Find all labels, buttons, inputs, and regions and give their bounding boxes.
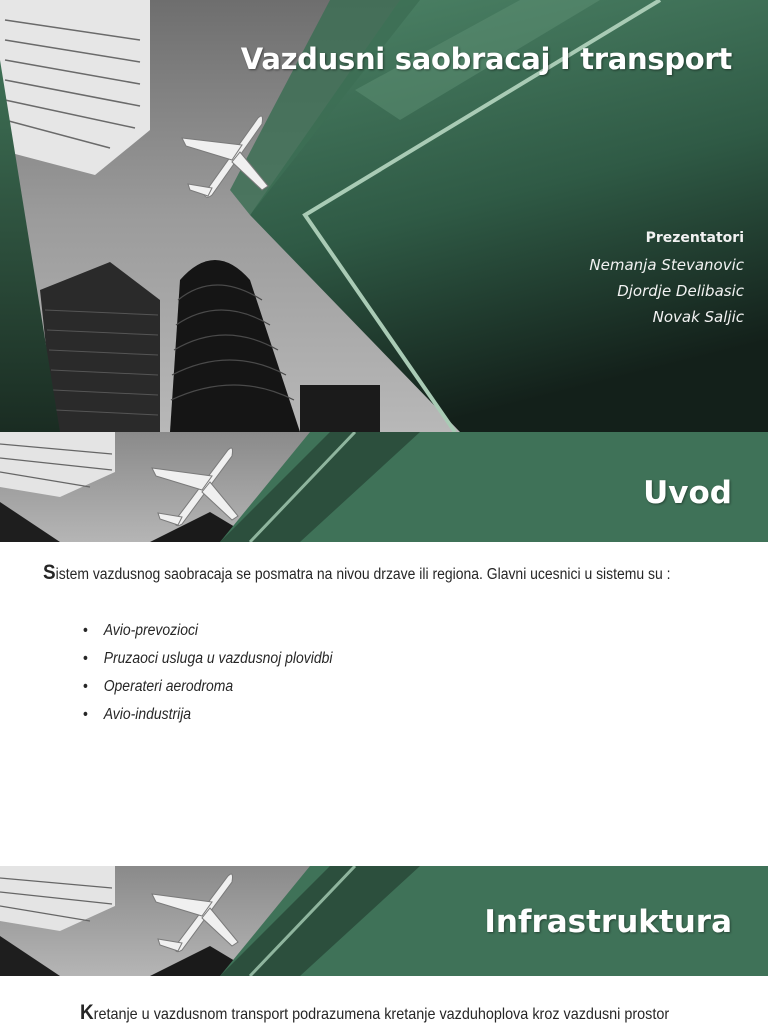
bullet-icon: • xyxy=(83,650,88,667)
list-item-text: Pruzaoci usluga u vazdusnoj plovidbi xyxy=(103,650,333,667)
presenter-name: Djordje Delibasic xyxy=(617,282,744,300)
list-item xyxy=(83,673,332,701)
presenter-name: Nemanja Stevanovic xyxy=(589,256,744,274)
list-item-text: Avio-prevozioci xyxy=(103,622,199,639)
bullet-icon: • xyxy=(83,678,88,695)
participants-list xyxy=(83,617,360,729)
section-header-band xyxy=(0,866,768,976)
drop-cap: S xyxy=(43,561,56,584)
list-item xyxy=(83,617,332,645)
list-item xyxy=(83,645,332,673)
list-item-text: Operateri aerodroma xyxy=(103,678,234,695)
bullet-icon: • xyxy=(83,706,88,723)
title-slide xyxy=(0,0,768,432)
intro-text: istem vazdusnog saobracaja se posmatra na nivou drzave ili regiona. Glavni ucesnici u sistemu su : xyxy=(55,566,671,583)
list-item xyxy=(83,701,332,729)
slide-title: Vazdusni saobracaj I transport xyxy=(240,42,732,76)
infrastructure-paragraph xyxy=(80,1001,669,1025)
section-title-infrastruktura: Infrastruktura xyxy=(484,904,732,940)
infrastructure-text: retanje u vazdusnom transport podrazumena kretanje vazduhoplova kroz vazdusni prostor xyxy=(93,1006,670,1023)
intro-paragraph xyxy=(43,562,727,586)
presenters-label: Prezentatori xyxy=(645,230,744,246)
list-item-text: Avio-industrija xyxy=(103,706,192,723)
section-title-uvod: Uvod xyxy=(643,475,732,511)
presenter-name: Novak Saljic xyxy=(652,308,744,326)
presenters-block xyxy=(589,230,744,330)
drop-cap: K xyxy=(80,1001,94,1024)
section-header-band xyxy=(0,432,768,542)
bullet-icon: • xyxy=(83,622,88,639)
